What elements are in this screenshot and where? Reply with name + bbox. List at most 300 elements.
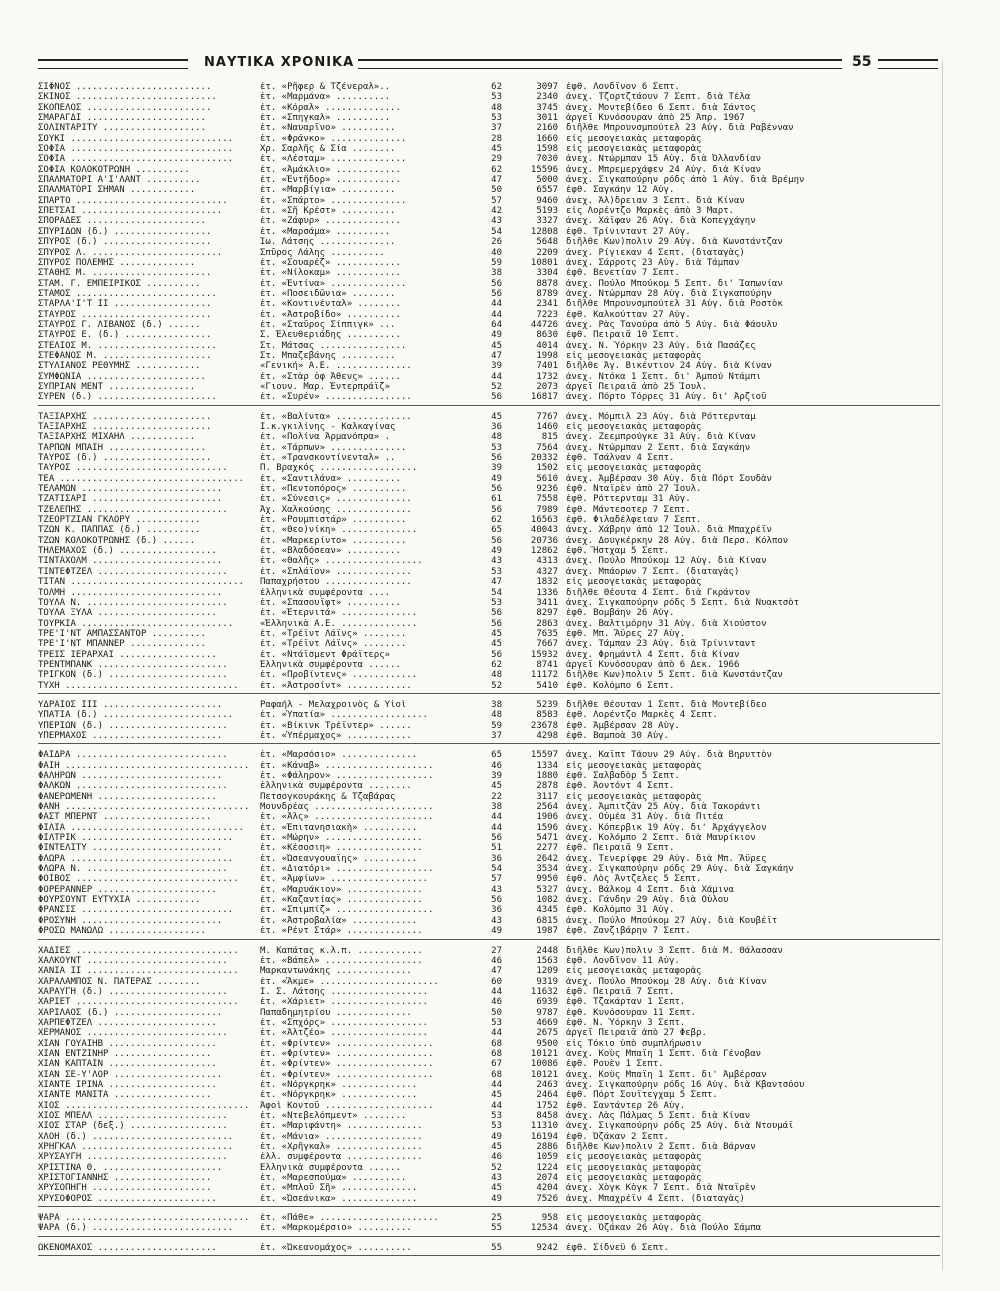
ship-year: 56 [491,453,502,464]
ship-tonnage: 9236 [536,484,558,495]
ship-name: ΤΖΩΝ Κ. ΠΑΠΠΑΣ (δ.) .......... [38,525,201,536]
ship-name: ΧΑΡΑΛΑΜΠΟΣ Ν. ΠΑΤΕΡΑΣ ........ [38,976,201,987]
ship-tonnage: 2863 [536,618,558,629]
ship-owner: ἐτ. «Μάνια» .................. [260,1131,423,1142]
ship-owner: ἐτ. «Χρῆγκαλ» ................ [260,1142,423,1153]
ship-owner: ἐτ. «Φρίντεν» .................. [260,1069,434,1080]
ship-year: 45 [491,628,502,639]
ship-owner: ἐτ. «Σῆ Κρέστ» .......... [260,206,396,217]
ship-row [38,299,940,309]
ship-year: 44 [491,812,502,823]
ship-year: 49 [491,926,502,937]
ship-row [38,320,940,330]
ship-name: ΧΡΗΓΚΑΛ ............................ [38,1142,234,1153]
ship-name: ΣΚΟΠΕΛΟΣ ....................... [38,102,212,113]
ship-tonnage: 9242 [536,1242,558,1253]
ship-row [38,966,940,976]
ship-year: 27 [491,945,502,956]
ship-tonnage: 7635 [536,628,558,639]
ship-year: 68 [491,1048,502,1059]
ship-row [38,361,940,371]
ship-name: ΤΟΥΛΑ Ν. .......................... [38,597,228,608]
ship-tonnage: 7989 [536,504,558,515]
ship-tonnage: 3327 [536,216,558,227]
ship-year: 46 [491,955,502,966]
ship-tonnage: 8789 [536,288,558,299]
ship-owner: ἐτ. «Ὑπατία» .................. [260,710,428,721]
ship-owner: ἐτ. «Λέσταμ» .............. [260,154,407,165]
ship-tonnage: 15932 [530,649,558,660]
ship-year: 28 [491,133,502,144]
ship-row [38,874,940,884]
ship-status: ἐφθ. Μάντεσοτερ 7 Σεπτ. [566,504,691,515]
ship-status: ἐφθ. Σαλβαδὸρ 5 Σεπτ. [566,771,680,781]
ship-year: 59 [491,257,502,268]
letter-group [38,1213,940,1237]
ship-status: ἀνεχ. Τάμπαν 23 Αὐγ. διὰ Τρίνινταντ [566,639,756,650]
ship-row [38,1070,940,1080]
ship-status: ἀνεχ. Πούλο Μπούκομ 12 Αὐγ. διὰ Κίναν [566,556,767,567]
ship-name: ΦΑΝΕΡΩΜΕΝΗ ...................... [38,791,217,802]
ship-name: ΩΚΕΝΟΜΑΧΟΣ ...................... [38,1242,217,1253]
ship-year: 44 [491,299,502,310]
ship-row [38,1111,940,1121]
ship-name: ΤΡΕΙΣ ΙΕΡΑΡΧΑΙ .................. [38,649,217,660]
ship-row [38,237,940,247]
ship-owner: ἐτ. «Ντάϊσμεντ Φράϊτερς» [260,649,391,660]
page-title: ΝΑΥΤΙΚΑ ΧΡΟΝΙΚΑ [204,55,355,70]
ship-name: ΦΑΝΗ .................................. [38,802,250,813]
ship-tonnage: 1082 [536,895,558,906]
ship-year: 56 [491,484,502,495]
ship-year: 62 [491,515,502,526]
ship-year: 47 [491,966,502,977]
page-number: 55 [852,54,872,70]
ship-name: ΣΟΦΙΑ .............................. [38,144,234,155]
ship-owner: ἐτ. «Ἀστροσίντ» ............ [260,680,412,691]
ship-status: ἀνεχ. Ντώρμπαν 15 Αὐγ. διὰ Ὀλλανδίαν [566,154,762,165]
ship-owner: ἐτ. «Ὠσεανγουαϊης» .......... [260,853,418,864]
ship-name: ΣΠΑΛΜΑΤΟΡΙ ΣΗΜΑΝ ............ [38,185,196,196]
ship-year: 53 [491,566,502,577]
ship-row [38,463,940,473]
ship-owner: ἐτ. «Ἀστροβίδο» .......... [260,309,401,320]
ship-tonnage: 2642 [536,853,558,864]
ship-status: ἐφθ. Τσάλναν 4 Σεπτ. [566,453,675,464]
ship-name: ΣΠΑΡΤΟ ............................ [38,195,228,206]
ship-row [38,1018,940,1028]
ship-row [38,505,940,515]
ship-name: ΦΑΙΗ .................................. [38,760,250,771]
ship-owner: ἐτ. «Ἐτερνιτά» .............. [260,608,418,619]
ship-year: 43 [491,915,502,926]
ship-owner: ἐτ. «Φρίντεν» .................. [260,1038,434,1049]
ship-owner: ἐτ. «Πολίνα Ἀρμανόπρα» . [260,432,391,443]
ship-year: 56 [491,649,502,660]
page-gutter-line [942,60,943,1270]
ship-row [38,670,940,680]
ship-owner: ἐτ. «Σπιμπίζ» .................. [260,905,434,916]
ship-tonnage: 10121 [530,1048,558,1059]
ship-status: ἐφθ. Ζανζιβάρην 7 Σεπτ. [566,926,691,937]
ship-tonnage: 9950 [536,874,558,885]
letter-group [38,750,940,939]
ship-status: ἀνεχ. Ρὰς Τανούρα ἀπὸ 5 Αὐγ. διὰ Φάουλυ [566,319,778,330]
ship-year: 48 [491,432,502,443]
ship-year: 46 [491,997,502,1008]
ship-status: εἰς μεσογειακὰς μεταφορὰς [566,1173,702,1184]
ship-owner: ἐτ. «Τρέϊντ Λάϊνς» ........ [260,628,407,639]
ship-name: ΤΕΑ .................................. [38,473,244,484]
ship-row [38,185,940,195]
ship-tonnage: 7030 [536,154,558,165]
ship-year: 53 [491,1111,502,1121]
ship-status: ἀνεχ. Σιγκαπούρην ρόδς ἀπὸ 1 Αὐγ. διὰ Βρέμην [566,175,805,186]
ship-status: ἀνεχ. Τζορτζτάουν 7 Σεπτ. διὰ Τέλα [566,92,751,103]
ship-name: ΧΑΛΚΟΥΝΤ .......................... [38,955,228,966]
ship-owner: ἐτ. «Προβίντενς» ............ [260,670,418,681]
ship-year: 49 [491,1193,502,1204]
ship-name: ΣΥΡΕΝ (δ.) ...................... [38,392,217,403]
ship-year: 45 [491,639,502,650]
ship-tonnage: 5193 [536,206,558,217]
ship-year: 38 [491,802,502,813]
ship-row [38,289,940,299]
ship-tonnage: 9319 [536,976,558,987]
ship-row [38,453,940,463]
ship-row [38,750,940,760]
ship-name: ΧΙΟΣ ΣΤΑΡ (δεξ.) .................. [38,1121,228,1132]
ship-status: ἐφθ. Πειραιᾶ 7 Σεπτ. [566,986,675,997]
ship-year: 50 [491,185,502,196]
ship-owner: ἐτ. «Μαρεσπούμα» .......... [260,1173,407,1184]
ship-name: ΧΡΥΣΟΠΗΓΗ ...................... [38,1183,212,1194]
ship-year: 52 [491,680,502,691]
ship-tonnage: 6557 [536,185,558,196]
ship-name: ΦΛΩΡΑ Ν. .......................... [38,864,228,875]
ship-tonnage: 10801 [530,257,558,268]
ship-row [38,710,940,720]
ship-year: 37 [491,123,502,134]
ship-owner: Μαρκαντωνάκης .............. [260,966,412,977]
ship-row [38,792,940,802]
ship-tonnage: 7558 [536,494,558,505]
ship-tonnage: 8583 [536,710,558,721]
ship-year: 52 [491,381,502,392]
ship-tonnage: 1660 [536,133,558,144]
ship-year: 62 [491,659,502,670]
ship-owner: Σ. Ἐλευθεριάδης .......... [260,330,401,341]
ship-tonnage: 9460 [536,195,558,206]
ship-owner: ἐτ. «Ἐντίνα» .............. [260,278,407,289]
ship-row [38,372,940,382]
ship-tonnage: 1563 [536,955,558,966]
ship-owner: ἐτ. «Σπλάϊον» .............. [260,566,412,577]
ship-status: ἐφθ. Λονδῖνον 11 Αὐγ. [566,955,680,966]
ship-tonnage: 1880 [536,771,558,781]
ship-owner: Σπῦρος Λάλης .......... [260,247,385,258]
ship-year: 54 [491,587,502,598]
ship-year: 43 [491,216,502,227]
ship-status: εἰς μεσογειακὰς μεταφορὰς [566,1162,702,1173]
ship-status: ἐφθ. Σαντάντερ 26 Αὐγ. [566,1100,686,1111]
ship-name: ΧΙΑΝ ΚΑΠΤΑΙΝ .................... [38,1059,217,1070]
ship-tonnage: 1752 [536,1100,558,1111]
ship-owner: ἐτ. «Ἀστροβαλία» ............ [260,915,418,926]
ship-year: 44 [491,371,502,382]
ship-status: ἀνεχ. Μοντεβίδεο 6 Σεπτ. διὰ Σάντος [566,102,756,113]
ship-tonnage: 8741 [536,659,558,670]
ship-status: ἀνεχ. Ντώρμπαν 2 Σεπτ. διὰ Σαγκάην [566,442,751,453]
ship-status: ἐφθ. Λὸς Ἀντζελες 5 Σεπτ. [566,874,702,885]
ship-tonnage: 7564 [536,442,558,453]
ship-name: ΣΠΥΡΙΔΩΝ (δ.) .................. [38,226,212,237]
ship-status: διῆλθε Κων)πολιν 3 Σεπτ. διὰ Μ. Θάλασσαν [566,945,783,956]
ship-status: εἰς μεσογειακὰς μεταφορὰς [566,350,702,361]
ship-name: ΥΠΕΡΜΑΧΟΣ ........................ [38,730,223,741]
ship-name: ΧΙΑΝΤΕ ΜΑΝΙΤΑ .................. [38,1090,212,1101]
ship-status: ἀνεχ. Ρίγιεκαν 4 Σεπτ. (διαταγὰς) [566,247,745,258]
ship-owner: ἐτ. «Σαντιλάνα» .......... [260,473,401,484]
ship-owner: ἐτ. «Κάναβ» .................... [260,760,434,771]
ship-year: 39 [491,463,502,474]
ship-year: 55 [491,1223,502,1234]
ship-owner: ἐτ. «Πεντοπόρος» .......... [260,484,407,495]
ship-row [38,1194,940,1204]
ship-status: διῆλθε Θέουτα 4 Σεπτ. διὰ Γκράντον [566,587,751,598]
ship-row [38,956,940,966]
ship-year: 55 [491,1242,502,1253]
ship-name: ΣΤΑΥΡΟΣ ........................ [38,309,212,320]
ship-owner: ἐτ. «Σπχόρς» .................. [260,1017,428,1028]
ship-status: ἀνεχ. Κοὺς Μπαϊη 1 Σεπτ. διὰ Γένοβαν [566,1048,762,1059]
ship-year: 56 [491,618,502,629]
ship-status: ἐφθ. Λονδῖνον 6 Σεπτ. [566,82,680,92]
ship-year: 51 [491,843,502,854]
ship-tonnage: 2073 [536,381,558,392]
ship-name: ΦΑΛΗΡΩΝ .......................... [38,771,223,781]
ship-row [38,412,940,422]
ship-name: ΤΖΩΝ ΚΟΛΟΚΟΤΡΩΝΗΣ (δ.) ...... [38,535,196,546]
ship-year: 36 [491,905,502,916]
ship-owner: ἐτ. «Σουαρέζ» ............ [260,257,401,268]
ship-tonnage: 11310 [530,1121,558,1132]
ship-year: 48 [491,102,502,113]
ship-name: ΧΙΑΝ ΕΝΤΖΙΝΗΡ .................. [38,1048,212,1059]
ship-year: 47 [491,175,502,186]
ship-status: ἐφθ. Ν. Ὑόρκην 3 Σεπτ. [566,1017,686,1028]
ship-owner: Ἰω. Λάτσης .............. [260,237,396,248]
ship-year: 53 [491,442,502,453]
ship-tonnage: 8630 [536,330,558,341]
ship-owner: ἐτ. «Ρῆφερ & Τζένεραλ».. [260,82,391,92]
ship-year: 44 [491,1100,502,1111]
ship-tonnage: 8878 [536,278,558,289]
ship-tonnage: 1209 [536,966,558,977]
ship-tonnage: 2448 [536,945,558,956]
ship-tonnage: 2464 [536,1090,558,1101]
ship-name: ΧΑΡΙΛΑΟΣ (δ.) .................... [38,1007,223,1018]
ship-name: ΧΡΙΣΤΙΝΑ Θ. ...................... [38,1162,223,1173]
ship-owner: Χρ. Σαρλῆς & Σία ........ [260,144,396,155]
ship-status: ἀνεχ. Ζεεμπρούγκε 31 Αὐγ. διὰ Κίναν [566,432,756,443]
ship-row [38,977,940,987]
ship-name: ΣΤΕΛΙΟΣ Μ. ...................... [38,340,217,351]
ship-status: ἀνεχ. Πόρτο Τόρρες 31 Αὐγ. δι' Ἀρζιοῦ [566,392,767,403]
ship-row [38,608,940,618]
ship-owner: ἐτ. «Στὰρ ὀφ Ἀθενς» ...... [260,371,401,382]
ship-owner: ἐτ. «Ζάφυρ» .............. [260,216,401,227]
ship-year: 48 [491,670,502,681]
ship-row [38,1183,940,1193]
ship-status: ἐφθ. Βομβάην 26 Αὐγ. [566,608,675,619]
ship-status: ἐφθ. Καλκούτταν 27 Αὐγ. [566,309,691,320]
ship-name: ΤΑΥΡΟΣ ............................ [38,463,228,474]
ship-year: 49 [491,330,502,341]
ship-status: εἰς μεσογειακὰς μεταφορὰς [566,1152,702,1163]
ship-tonnage: 7223 [536,309,558,320]
ship-year: 46 [491,1152,502,1163]
letter-group [38,700,940,744]
ship-row [38,123,940,133]
ship-name: ΦΑΙΔΡΑ ............................ [38,750,228,761]
ship-tonnage: 2277 [536,843,558,854]
ship-owner: ἐτ. «Βαλίντα» .............. [260,411,412,422]
ship-row [38,515,940,525]
ship-tonnage: 2340 [536,92,558,103]
header-rule-right [878,59,938,69]
ship-year: 56 [491,535,502,546]
ship-name: ΧΙΟΣ .................................. [38,1100,250,1111]
ship-owner: ἐτ. «Ντεβελόπμεντ» ........ [260,1111,407,1121]
ship-owner: ἐτ. «Φρίντεν» .................. [260,1048,434,1059]
ship-owner: Πετσογκουράκης & Τζαβάρας [260,791,396,802]
ship-status: ἀνεχ. Πούλο Μπούκομ 28 Αὐγ. διὰ Κίναν [566,976,767,987]
ship-name: ΥΠΕΡΙΩΝ (δ.) ...................... [38,720,228,731]
ship-tonnage: 5648 [536,237,558,248]
ship-owner: ἐτ. «Ἐντῆδορ» ............ [260,175,401,186]
ship-status: ἐφθ. Κολόμπο 31 Αὐγ. [566,905,675,916]
ship-owner: ἐτ. «Τρέϊντ Λάϊνς» ........ [260,639,407,650]
ship-tonnage: 7767 [536,411,558,422]
ship-status: ἀνεχ. Κοὺς Μπαϊη 1 Σεπτ. δι' Ἀμβέρσαν [566,1069,767,1080]
ship-row [38,598,940,608]
ship-owner: ἐτ. «Μπλοῦ Σῆ» .............. [260,1183,418,1194]
ship-row [38,248,940,258]
ship-row [38,494,940,504]
ship-name: ΤΑΥΡΟΣ (δ.) .................... [38,453,212,464]
ship-row [38,1152,940,1162]
ship-name: ΤΙΝΤΑΧΟΛΜ ........................ [38,556,223,567]
ship-year: 39 [491,771,502,781]
ship-tonnage: 1598 [536,144,558,155]
ship-year: 61 [491,494,502,505]
ship-owner: Στ. Μπαζεβάνης .......... [260,350,396,361]
ship-row [38,196,940,206]
ship-year: 38 [491,699,502,710]
ship-year: 22 [491,791,502,802]
ship-row [38,885,940,895]
ship-row [38,823,940,833]
ship-row [38,474,940,484]
ship-year: 38 [491,268,502,279]
ship-owner: ἐτ. «Τρανσκοντίνενταλ» .. [260,453,396,464]
ship-name: ΣΠΕΤΣΑΙ .......................... [38,206,223,217]
ship-year: 62 [491,82,502,92]
ship-status: διῆλθε Κων)πολιν 29 Αὐγ. διὰ Κωνστάντζαν [566,237,783,248]
ship-row [38,905,940,915]
ship-name: ΣΤΑΜΟΣ .......................... [38,288,217,299]
ship-row [38,382,940,392]
ship-name: ΤΟΥΡΚΙΑ ............................ [38,618,234,629]
ship-row [38,144,940,154]
ship-owner: ἑλλ. συμφέροντα .............. [260,1152,423,1163]
ship-row [38,1163,940,1173]
ship-row [38,82,940,92]
ship-year: 25 [491,1213,502,1224]
ship-tonnage: 3304 [536,268,558,279]
ship-name: ΨΑΡΑ .................................. [38,1213,250,1224]
ship-name: ΧΑΝΙΑ ΙΙ ............................ [38,966,239,977]
ship-owner: ἐτ. «Ἐπιτανησιακὴ» .......... [260,822,418,833]
ship-name: ΣΟΦΙΑ .............................. [38,154,234,165]
ship-owner: ἑλληνικὰ συμφέροντα ........ [260,781,412,792]
ship-tonnage: 3117 [536,791,558,802]
ship-name: ΥΠΑΤΙΑ (δ.) ........................ [38,710,234,721]
ship-row [38,700,940,710]
ship-row [38,206,940,216]
ship-year: 48 [491,710,502,721]
ship-row [38,134,940,144]
ship-row [38,761,940,771]
ship-year: 45 [491,781,502,792]
ship-row [38,1049,940,1059]
ship-tonnage: 16563 [530,515,558,526]
ship-row [38,1213,940,1223]
ship-tonnage: 5610 [536,473,558,484]
ship-year: 67 [491,1059,502,1070]
ship-status: ἀνεχ. Χὸγκ Κὸγκ 7 Σεπτ. διὰ Νταϊρὲν [566,1183,756,1194]
ship-year: 44 [491,1028,502,1039]
ship-tonnage: 2878 [536,781,558,792]
ship-status: ἐφθ. Τρίνινταντ 27 Αὐγ. [566,226,691,237]
ship-tonnage: 3534 [536,864,558,875]
ship-owner: ἐτ. «Διατόρι» .................. [260,864,434,875]
ship-tonnage: 8458 [536,1111,558,1121]
ship-owner: Π. Βραχκός .................. [260,463,418,474]
ship-tonnage: 2675 [536,1028,558,1039]
ship-tonnage: 9500 [536,1038,558,1049]
ship-status: εἰς μεσογειακὰς μεταφορὰς [566,144,702,155]
ship-status: ἀνεχ. Δουγκέρκην 28 Αὐγ. διὰ Περσ. Κόλπον [566,535,789,546]
ship-owner: ἐτ. «Μαρμάνα» .......... [260,92,391,103]
ship-row [38,1132,940,1142]
ship-status: ἀνεχ. Μπρεμερχάφεν 24 Αὐγ. διὰ Κίναν [566,164,762,175]
ship-owner: ἐτ. «Ὠκεανομάχος» .......... [260,1242,412,1253]
ship-name: ΦΙΛΤΡΙΚ ............................ [38,833,234,844]
ship-year: 56 [491,608,502,619]
ship-tonnage: 7667 [536,639,558,650]
ship-owner: ἐτ. «Μαριφάντη» .............. [260,1121,423,1132]
ship-year: 53 [491,92,502,103]
ship-tonnage: 3097 [536,82,558,92]
ship-status: ἀνεχ. Κολόμπο 2 Σεπτ. διὰ Μαυρίκιον [566,833,756,844]
ship-owner: ἐτ. «Φάληρον» .................. [260,771,434,781]
ship-row [38,1223,940,1233]
ship-tonnage: 10086 [530,1059,558,1070]
ship-row [38,1008,940,1018]
ship-tonnage: 5327 [536,884,558,895]
